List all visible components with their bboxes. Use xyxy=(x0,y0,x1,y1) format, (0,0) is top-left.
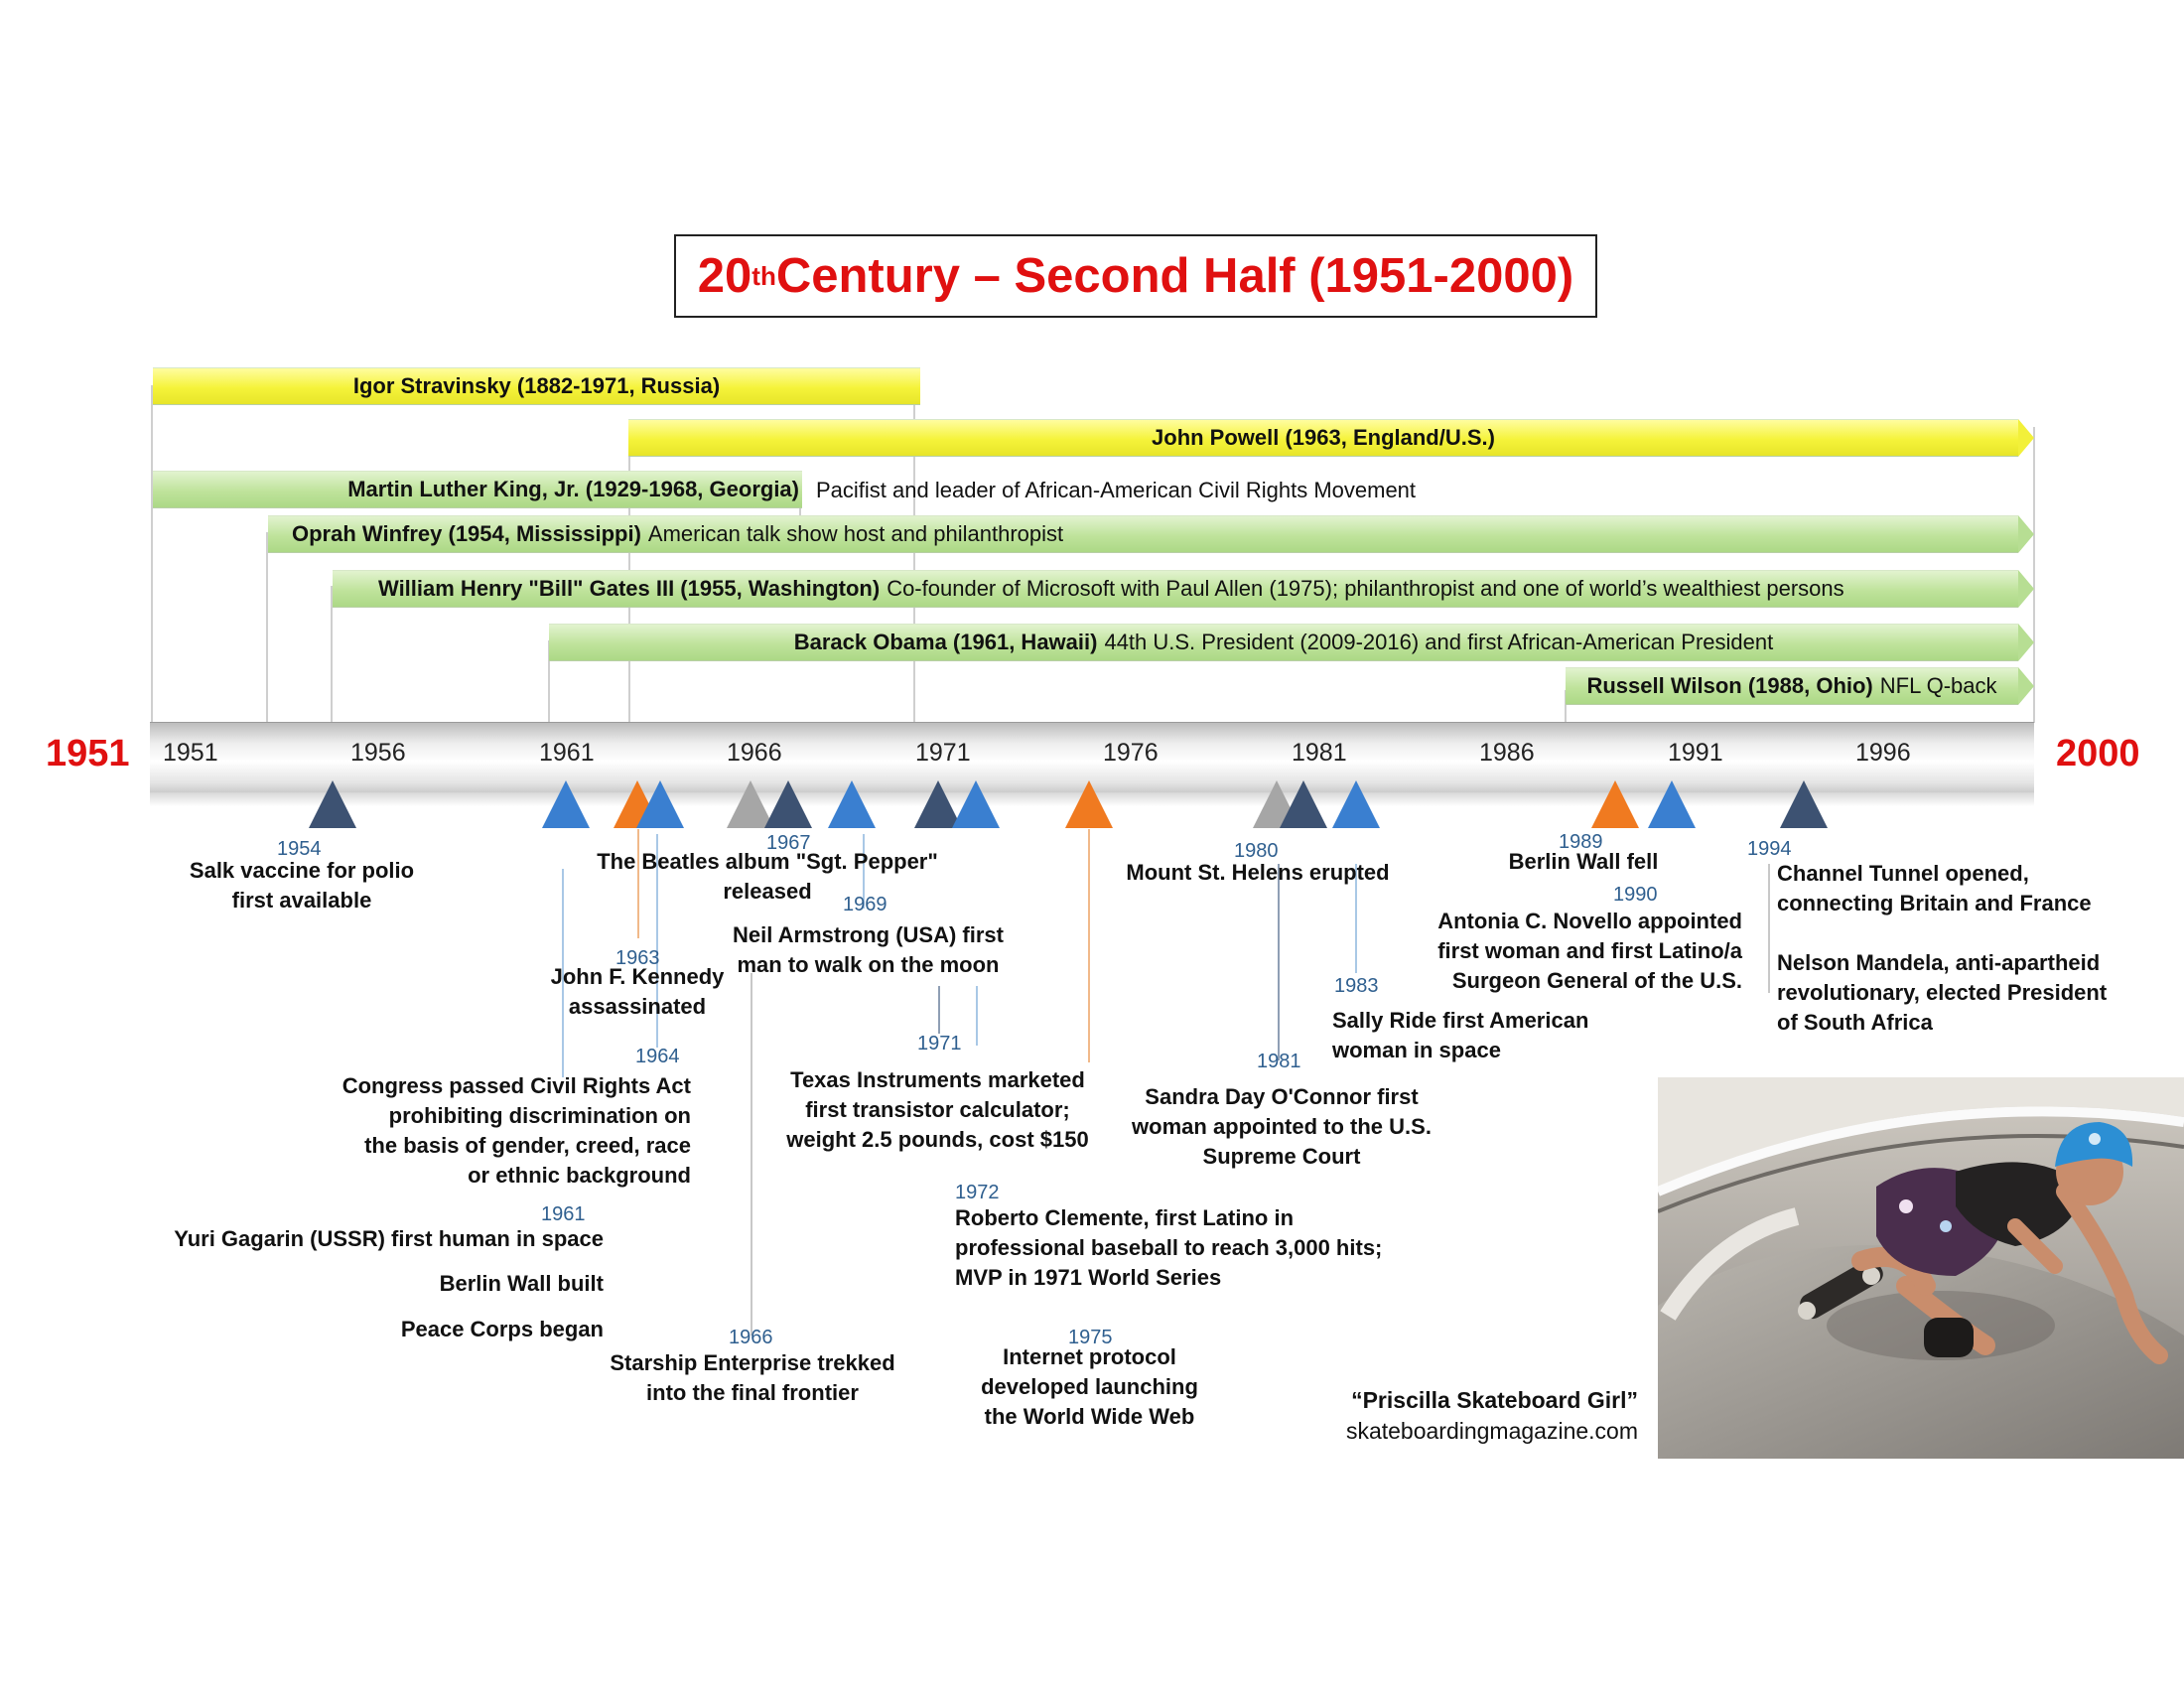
axis-tick: 1951 xyxy=(163,739,218,767)
photo-source: skateboardingmagazine.com xyxy=(1345,1418,1638,1444)
axis-tick: 1976 xyxy=(1103,739,1159,767)
event-marker-orange xyxy=(1591,780,1639,828)
bar-arrow xyxy=(2018,667,2034,705)
event-year: 1967 xyxy=(766,832,811,854)
bar-arrow xyxy=(2018,570,2034,608)
bar-description: NFL Q-back xyxy=(1879,673,1997,698)
event-year: 1963 xyxy=(615,947,660,969)
event-marker-blue xyxy=(542,780,590,828)
event-text-secondary: Peace Corps began xyxy=(400,1317,604,1341)
bar-gates xyxy=(333,570,2018,608)
event-text: Starship Enterprise trekked into the final frontier xyxy=(610,1350,895,1405)
title-superscript: th xyxy=(751,260,776,291)
event-connector-line xyxy=(1278,864,1280,1060)
event-marker-blue xyxy=(952,780,1000,828)
event-text: Sandra Day O'Connor first woman appointed to the U.S. Supreme Court xyxy=(1132,1084,1432,1169)
event-marker-navy xyxy=(309,780,356,828)
event-marker-blue xyxy=(828,780,876,828)
event-text: Salk vaccine for polio first available xyxy=(189,858,415,913)
skateboard-girl-illustration xyxy=(1658,1077,2184,1459)
bar-name: Oprah Winfrey (1954, Mississippi) xyxy=(292,521,641,546)
axis-tick: 1991 xyxy=(1668,739,1723,767)
event-text: Roberto Clemente, first Latino in professional baseball to reach 3,000 hits; MVP in 1971 World Series xyxy=(955,1205,1383,1290)
axis-tick: 1996 xyxy=(1855,739,1911,767)
bar-name: Barack Obama (1961, Hawaii) xyxy=(793,630,1098,654)
bar-name: Martin Luther King, Jr. (1929-1968, Georgia) xyxy=(347,477,799,501)
photo-credit xyxy=(1330,1385,1638,1447)
event-marker-navy xyxy=(1280,780,1327,828)
event-year: 1994 xyxy=(1747,838,1792,860)
bar-arrow xyxy=(2018,515,2034,553)
title-rest: Century – Second Half (1951-2000) xyxy=(775,249,1574,303)
bar-mlk xyxy=(153,471,802,508)
bar-oprah xyxy=(268,515,2018,553)
bar-arrow xyxy=(2018,419,2034,457)
event-connector-line xyxy=(1768,864,1770,993)
event-year: 1990 xyxy=(1613,884,1658,906)
event-text: Neil Armstrong (USA) first man to walk on the moon xyxy=(733,922,1004,977)
event-text: John F. Kennedy assassinated xyxy=(550,964,725,1019)
event-connector-line xyxy=(976,986,978,1046)
bar-name: John Powell (1963, England/U.S.) xyxy=(1152,425,1495,450)
axis-end-label: 2000 xyxy=(2056,733,2140,774)
event-text: Texas Instruments marketed first transistor calculator; weight 2.5 pounds, cost $150 xyxy=(786,1067,1089,1152)
event-marker-blue xyxy=(636,780,684,828)
event-text-secondary: Berlin Wall built xyxy=(439,1271,604,1296)
event-year: 1980 xyxy=(1234,840,1279,862)
bar-name: Igor Stravinsky (1882-1971, Russia) xyxy=(352,373,721,398)
event-year: 1966 xyxy=(729,1327,773,1348)
bar-wilson xyxy=(1566,667,2018,705)
event-year: 1981 xyxy=(1257,1051,1301,1072)
axis-tick: 1981 xyxy=(1292,739,1347,767)
event-text: Mount St. Helens erupted xyxy=(1126,860,1390,885)
event-year: 1975 xyxy=(1068,1327,1113,1348)
event-year: 1972 xyxy=(955,1182,1000,1203)
bar-description: 44th U.S. President (2009-2016) and first African-American President xyxy=(1104,630,1774,654)
bar-name: Russell Wilson (1988, Ohio) xyxy=(1586,673,1873,698)
event-text: Sally Ride first American woman in space xyxy=(1332,1008,1589,1062)
event-text: Congress passed Civil Rights Act prohibiting discrimination on the basis of gender, creed, race or ethnic background xyxy=(341,1073,691,1188)
axis-tick: 1966 xyxy=(727,739,782,767)
bar-guide-line xyxy=(151,385,153,723)
event-marker-blue xyxy=(1332,780,1380,828)
event-text: Berlin Wall fell xyxy=(1508,849,1659,874)
event-text: Internet protocol developed launching the World Wide Web xyxy=(981,1344,1198,1429)
event-text-secondary: Nelson Mandela, anti-apartheid revolutionary, elected President of South Africa xyxy=(1777,950,2108,1035)
event-text: Channel Tunnel opened, connecting Britain and France xyxy=(1777,861,2092,915)
event-year: 1954 xyxy=(277,838,322,860)
bar-name: William Henry "Bill" Gates III (1955, Washington) xyxy=(378,576,881,601)
bar-guide-line xyxy=(266,532,268,723)
event-connector-line xyxy=(751,973,752,1336)
event-marker-orange xyxy=(1065,780,1113,828)
bar-stravinsky xyxy=(153,367,920,405)
event-year: 1983 xyxy=(1334,975,1379,997)
event-text: Yuri Gagarin (USSR) first human in space xyxy=(174,1226,604,1251)
event-marker-navy xyxy=(764,780,812,828)
event-year: 1961 xyxy=(541,1203,586,1225)
photo-caption: “Priscilla Skateboard Girl” xyxy=(1351,1387,1638,1413)
event-year: 1964 xyxy=(635,1046,680,1067)
title-main: 20 xyxy=(697,249,752,303)
event-year: 1971 xyxy=(917,1033,962,1055)
bar-mlk-description: Pacifist and leader of African-American Civil Rights Movement xyxy=(816,478,1417,502)
bar-description: American talk show host and philanthropist xyxy=(647,521,1064,546)
bar-arrow xyxy=(2018,624,2034,661)
skateboard-photo xyxy=(1658,1077,2184,1459)
event-year: 1989 xyxy=(1559,831,1603,853)
event-connector-line xyxy=(938,986,940,1034)
bar-obama xyxy=(549,624,2018,661)
axis-tick: 1971 xyxy=(915,739,971,767)
event-connector-line xyxy=(1088,829,1090,1062)
event-marker-blue xyxy=(1648,780,1696,828)
event-marker-navy xyxy=(1780,780,1828,828)
event-text: Antonia C. Novello appointed first woman and first Latino/a Surgeon General of the U.S. xyxy=(1437,909,1742,993)
page-title xyxy=(674,234,1597,318)
event-year: 1969 xyxy=(843,894,887,915)
bar-powell xyxy=(628,419,2018,457)
axis-tick: 1986 xyxy=(1479,739,1535,767)
axis-start-label: 1951 xyxy=(46,733,130,774)
bar-description: Co-founder of Microsoft with Paul Allen (1975); philanthropist and one of world’s wealthiest persons xyxy=(887,576,1844,601)
axis-tick: 1961 xyxy=(539,739,595,767)
event-text: The Beatles album "Sgt. Pepper" released xyxy=(597,849,938,904)
axis-tick: 1956 xyxy=(350,739,406,767)
